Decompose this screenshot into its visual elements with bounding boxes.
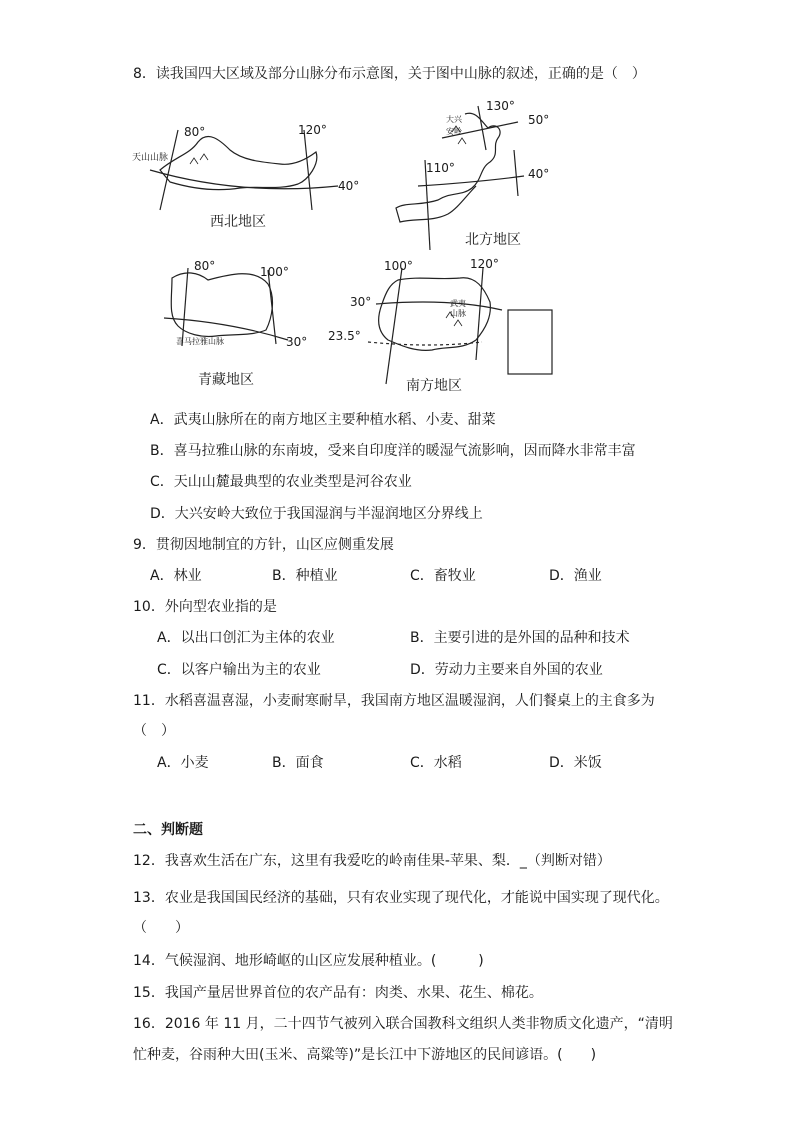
question-16-line2: 忙种麦，谷雨种大田(玉米、高粱等)”是长江中下游地区的民间谚语。( ) [133,1047,597,1063]
question-10-option-d: D．劳动力主要来自外国的农业 [410,662,603,678]
t-region-name: 青藏地区 [198,372,254,388]
northwest-outline [160,137,317,190]
question-10-stem: 10．外向型农业指的是 [133,599,277,615]
four-regions-map [120,92,590,402]
question-14: 14．气候湿润、地形崎岖的山区应发展种植业。( ) [133,953,484,969]
section-2-heading: 二、判断题 [133,822,203,838]
s-lon-120-label: 120° [470,257,499,271]
n-mountain-line2: 安岭 [446,127,462,136]
n-lat-50-label: 50° [528,113,550,127]
n-lon-110-label: 110° [426,161,455,175]
northwest-lon-120 [304,130,312,210]
tibet-lon-100 [268,270,276,344]
question-9-option-c: C．畜牧业 [410,568,476,584]
north-lat-40 [418,176,524,186]
nw-region-name: 西北地区 [210,214,266,230]
s-mountain-line1: 武夷 [450,299,466,308]
s-mountain-line2: 山脉 [450,309,466,318]
northwest-lon-80 [160,130,178,210]
question-9-stem: 9．贯彻因地制宜的方针，山区应侧重发展 [133,537,394,553]
t-mountain-label: 喜马拉雅山脉 [176,337,224,346]
question-11-paren: （ ） [133,723,175,739]
north-lon-130 [478,106,486,150]
question-11-stem: 11．水稻喜温喜湿，小麦耐寒耐旱，我国南方地区温暖湿润，人们餐桌上的主食多为 [133,693,655,709]
n-region-name: 北方地区 [465,232,521,248]
nw-lon-120-label: 120° [298,123,327,137]
question-10-option-c: C．以客户输出为主的农业 [157,662,321,678]
question-11-option-b: B．面食 [272,755,324,771]
n-lat-40-label: 40° [528,167,550,181]
south-lon-100 [386,268,402,384]
question-10-option-b: B．主要引进的是外国的品种和技术 [410,630,630,646]
nw-mountain-label: 天山山脉 [132,153,169,163]
question-10-option-a: A．以出口创汇为主体的农业 [157,630,335,646]
question-11-option-a: A．小麦 [157,755,209,771]
t-lat-30-label: 30° [286,335,308,349]
question-15: 15．我国产量居世界首位的农产品有：肉类、水果、花生、棉花。 [133,985,543,1001]
south-lat-30 [376,302,502,310]
question-12: 12．我喜欢生活在广东，这里有我爱吃的岭南佳果-苹果、梨．_（判断对错） [133,853,611,869]
question-13-line2: （ ） [133,920,189,936]
question-8-option-c: C．天山山麓最典型的农业类型是河谷农业 [150,474,412,490]
question-9-option-d: D．渔业 [549,568,602,584]
question-8-option-a: A．武夷山脉所在的南方地区主要种植水稻、小麦、甜菜 [150,412,496,428]
tibet-lon-80 [182,268,188,346]
south-lat-23-5 [368,342,482,345]
tianshan-symbol [190,154,208,164]
n-lon-130-label: 130° [486,99,515,113]
nw-lat-40-label: 40° [338,179,360,193]
question-9-option-b: B．种植业 [272,568,338,584]
north-lon-extra [514,150,518,196]
question-9-option-a: A．林业 [150,568,202,584]
nw-lon-80-label: 80° [184,125,206,139]
region-maps-figure [120,92,590,402]
question-11-option-d: D．米饭 [549,755,602,771]
s-region-name: 南方地区 [406,378,462,394]
s-lat-30-label: 30° [350,295,372,309]
n-mountain-line1: 大兴 [446,115,462,124]
t-lon-100-label: 100° [260,265,289,279]
s-lat-23-5-label: 23.5° [328,329,361,343]
question-11-option-c: C．水稻 [410,755,462,771]
question-8-option-d: D．大兴安岭大致位于我国湿润与半湿润地区分界线上 [150,506,483,522]
t-lon-80-label: 80° [194,259,216,273]
question-8-option-b: B．喜马拉雅山脉的东南坡，受来自印度洋的暖湿气流影响，因而降水非常丰富 [150,443,636,459]
question-13-line1: 13．农业是我国国民经济的基础，只有农业实现了现代化，才能说中国实现了现代化。 [133,890,669,906]
question-8-stem: 8．读我国四大区域及部分山脉分布示意图，关于图中山脉的叙述，正确的是（ ） [133,66,646,82]
s-lon-100-label: 100° [384,259,413,273]
question-16-line1: 16．2016 年 11 月，二十四节气被列入联合国教科文组织人类非物质文化遗产，“清明 [133,1016,673,1032]
south-inset-map [508,310,552,374]
